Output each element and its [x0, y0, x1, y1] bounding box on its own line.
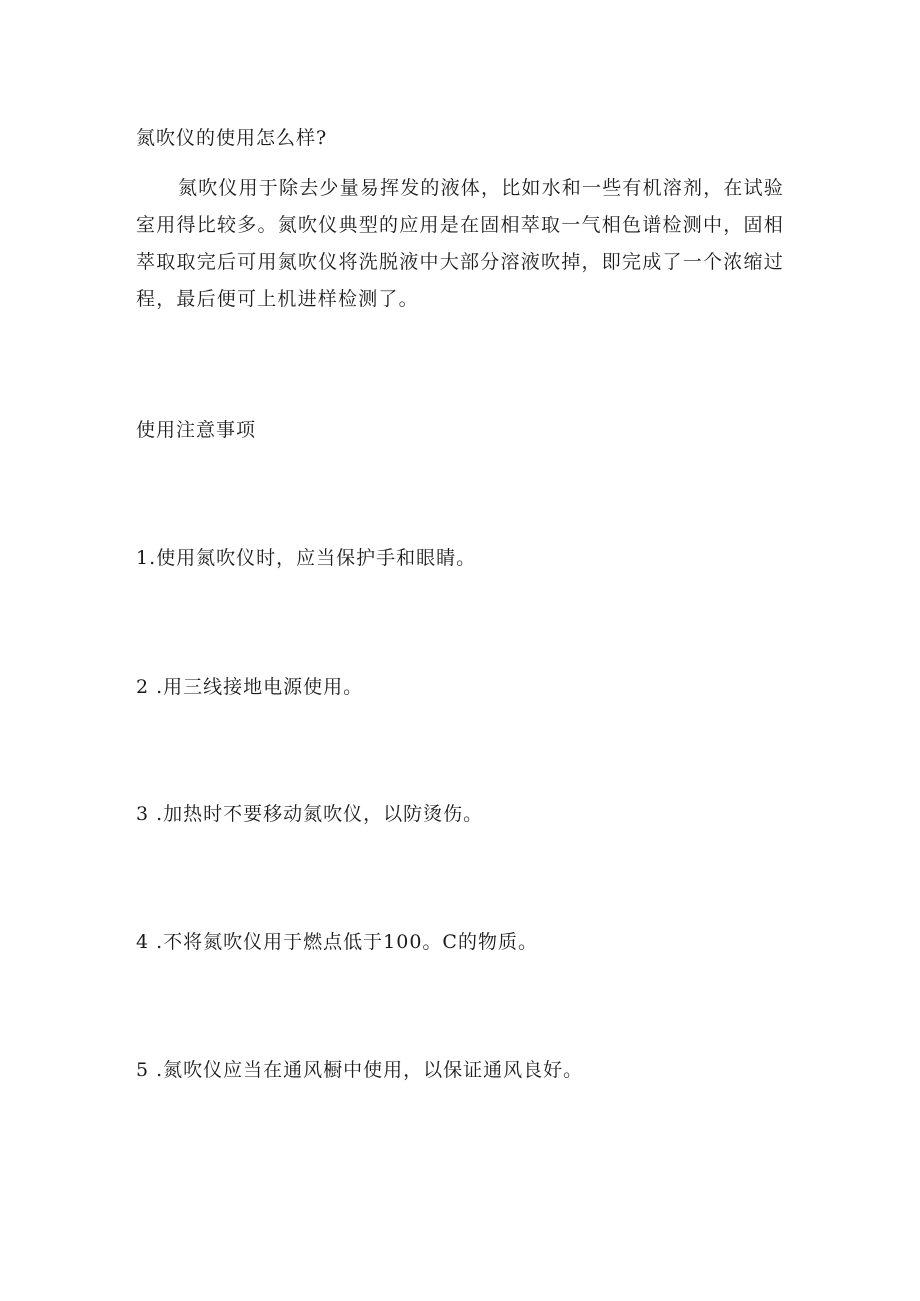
section-title-precautions: 使用注意事项 — [136, 419, 257, 441]
question-heading: 氮吹仪的使用怎么样? — [136, 127, 328, 149]
precaution-item-3: 3 .加热时不要移动氮吹仪，以防烫伤。 — [136, 803, 484, 825]
intro-paragraph: 氮吹仪用于除去少量易挥发的液体，比如水和一些有机溶剂，在试验室用得比较多。氮吹仪典型的应用是在固相萃取一气相色谱检测中，固相萃取取完后可用氮吹仪将洗脱液中大部分溶液吹掉，即完成了一个浓缩过程，最后便可上机进样检测了。 — [136, 177, 785, 310]
precaution-item-2: 2 .用三线接地电源使用。 — [136, 676, 364, 698]
precaution-item-1: 1.使用氮吹仪时，应当保护手和眼睛。 — [136, 547, 477, 569]
precaution-item-5: 5 .氮吹仪应当在通风橱中使用，以保证通风良好。 — [136, 1059, 584, 1081]
precaution-item-4: 4 .不将氮吹仪用于燃点低于100。C的物质。 — [136, 931, 538, 953]
